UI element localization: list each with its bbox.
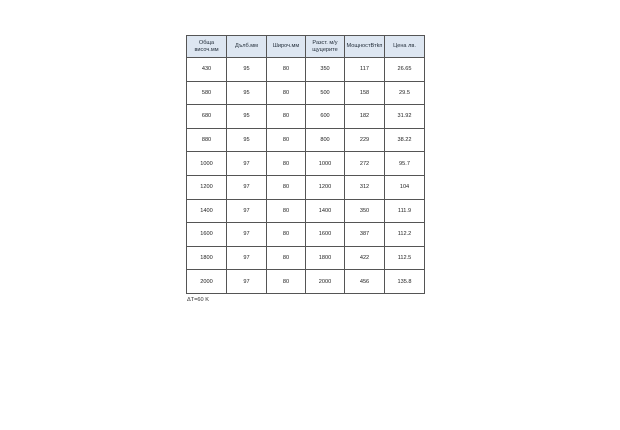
table-cell: 456 [345,270,385,294]
table-cell: 95 [227,58,267,82]
table-cell: 2000 [187,270,227,294]
table-cell: 135.8 [385,270,425,294]
table-cell: 95 [227,128,267,152]
table-body [187,58,425,294]
table-cell: 2000 [306,270,345,294]
table-cell: 422 [345,246,385,270]
table-cell: 80 [267,246,306,270]
table-cell: 95.7 [385,152,425,176]
table-header-row [187,36,425,58]
table-cell: 680 [187,105,227,129]
table-row [187,246,425,270]
table-cell: 80 [267,223,306,247]
table-row [187,270,425,294]
table-cell: 1000 [187,152,227,176]
table-cell: 31.92 [385,105,425,129]
table-cell: 29.5 [385,81,425,105]
table-cell: 229 [345,128,385,152]
table-cell: 1200 [306,175,345,199]
table-row [187,199,425,223]
table-cell: 80 [267,270,306,294]
table-cell: 1400 [187,199,227,223]
table-cell: 80 [267,81,306,105]
spec-table [186,35,425,294]
table-cell: 1600 [187,223,227,247]
table-row [187,175,425,199]
table-cell: 112.2 [385,223,425,247]
table-cell: 1000 [306,152,345,176]
table-cell: 80 [267,58,306,82]
table-cell: 1600 [306,223,345,247]
table-cell: 38.22 [385,128,425,152]
column-header: Широч.мм [267,36,306,58]
table-cell: 97 [227,152,267,176]
table-cell: 117 [345,58,385,82]
table-cell: 104 [385,175,425,199]
column-header: Цена лв. [385,36,425,58]
table-cell: 500 [306,81,345,105]
table-row [187,58,425,82]
table-cell: 182 [345,105,385,129]
table-cell: 158 [345,81,385,105]
table-row [187,105,425,129]
table-row [187,152,425,176]
table-cell: 97 [227,199,267,223]
table-cell: 600 [306,105,345,129]
table-cell: 800 [306,128,345,152]
table-cell: 1400 [306,199,345,223]
column-header: Разст. м/у щуцерите [306,36,345,58]
table-cell: 312 [345,175,385,199]
table-cell: 1800 [306,246,345,270]
column-header: Обща височ.мм [187,36,227,58]
footnote: ΔT=60 K [187,297,209,303]
table-cell: 430 [187,58,227,82]
column-header: МощностВтkп [345,36,385,58]
table-cell: 97 [227,270,267,294]
table-cell: 97 [227,175,267,199]
table-cell: 95 [227,105,267,129]
table-cell: 387 [345,223,385,247]
table-cell: 80 [267,175,306,199]
table-cell: 112.5 [385,246,425,270]
table-cell: 80 [267,128,306,152]
table-row [187,81,425,105]
table-cell: 350 [306,58,345,82]
table-cell: 80 [267,199,306,223]
table-cell: 580 [187,81,227,105]
table-cell: 97 [227,223,267,247]
table-cell: 26.65 [385,58,425,82]
table-cell: 80 [267,105,306,129]
table-cell: 272 [345,152,385,176]
table-cell: 1200 [187,175,227,199]
table-cell: 350 [345,199,385,223]
table-cell: 97 [227,246,267,270]
column-header: Дълб.мм [227,36,267,58]
table-cell: 1800 [187,246,227,270]
table-cell: 80 [267,152,306,176]
table-cell: 95 [227,81,267,105]
table-row [187,128,425,152]
table-row [187,223,425,247]
table-cell: 111.9 [385,199,425,223]
table-cell: 880 [187,128,227,152]
